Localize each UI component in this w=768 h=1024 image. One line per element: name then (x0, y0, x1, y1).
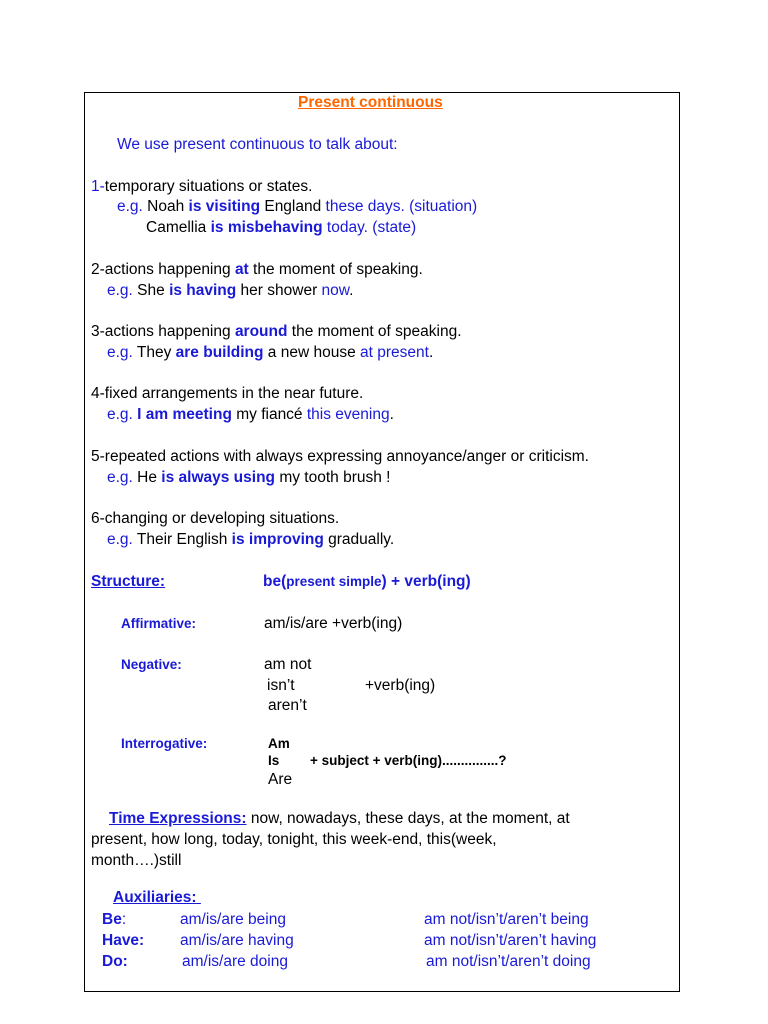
use-4-example (107, 405, 394, 425)
aux-have-negative: am not/isn’t/aren’t having (424, 932, 597, 949)
example-text: her shower (236, 282, 322, 299)
use-1 (91, 177, 312, 197)
formula-note: present simple (286, 574, 382, 589)
use-text: fixed arrangements in the near future. (104, 385, 364, 402)
example-text: England (260, 198, 326, 215)
use-number: 6- (91, 510, 105, 527)
aux-row-do: Do: (102, 953, 128, 970)
example-text: Noah (147, 198, 189, 215)
affirmative-value: am/is/are +verb(ing) (264, 615, 403, 632)
time-expressions-heading: Time Expressions: (109, 810, 247, 827)
eg-label: e.g. (107, 282, 133, 299)
eg-label: e.g. (107, 344, 133, 361)
example-text: a new house (263, 344, 361, 361)
time-expressions-line-1 (109, 809, 570, 829)
example-text: . (428, 344, 434, 361)
example-verb: are building (175, 344, 264, 361)
aux-row-be (102, 910, 126, 930)
example-text: She (132, 282, 170, 299)
eg-label: e.g. (107, 406, 133, 423)
use-2-example (107, 281, 353, 301)
use-1-example-2 (146, 218, 416, 238)
interrogative-line-1: Am (268, 736, 290, 751)
use-1-example-1 (117, 197, 477, 217)
use-number: 4- (91, 385, 105, 402)
eg-label: e.g. (107, 469, 133, 486)
use-text: temporary situations or states. (104, 178, 313, 195)
example-text: Their English (132, 531, 232, 548)
interrogative-line-3: Are (268, 771, 293, 788)
example-text: He (132, 469, 162, 486)
time-expressions-line-2: present, how long, today, tonight, this week-end, this(week, (91, 831, 497, 848)
eg-label: e.g. (107, 531, 133, 548)
use-text: actions happening (104, 261, 235, 278)
use-2 (91, 260, 423, 280)
example-verb: is having (169, 282, 237, 299)
example-text: my fiancé (231, 406, 307, 423)
auxiliaries-heading (113, 888, 231, 908)
time-expressions-text: now, nowadays, these days, at the moment, at (246, 810, 570, 827)
example-time: now (321, 282, 350, 299)
example-verb: is improving (231, 531, 324, 548)
use-number: 2- (91, 261, 105, 278)
example-text: my tooth brush ! (275, 469, 391, 486)
structure-heading: Structure: (91, 573, 166, 590)
aux-be-positive: am/is/are being (180, 911, 286, 928)
example-time: at present (360, 344, 429, 361)
example-time: today. (state) (322, 219, 417, 236)
example-time: these days. (situation) (325, 198, 478, 215)
structure-formula (263, 572, 471, 592)
use-text: changing or developing situations. (104, 510, 340, 527)
use-text: actions happening (104, 323, 235, 340)
aux-sep: : (121, 911, 127, 928)
use-keyword: at (234, 261, 249, 278)
use-4 (91, 384, 363, 404)
example-verb: I am meeting (137, 406, 232, 423)
negative-verb: +verb(ing) (365, 677, 436, 694)
aux-have-positive: am/is/are having (180, 932, 294, 949)
example-verb: is always using (161, 469, 276, 486)
use-3 (91, 322, 462, 342)
use-5 (91, 447, 589, 467)
example-text: Camellia (146, 219, 211, 236)
time-expressions-line-3: month….)still (91, 852, 182, 869)
aux-do-negative: am not/isn’t/aren’t doing (426, 953, 591, 970)
intro-text: We use present continuous to talk about: (117, 136, 398, 153)
use-text: the moment of speaking. (248, 261, 423, 278)
use-keyword: around (234, 323, 288, 340)
page-title: Present continuous (298, 94, 443, 111)
aux-row-have: Have: (102, 932, 145, 949)
auxiliaries-underline (197, 888, 231, 908)
formula-part: be( (263, 573, 287, 590)
example-text: . (389, 406, 394, 423)
negative-line-1: am not (264, 656, 312, 673)
example-verb: is misbehaving (210, 219, 323, 236)
affirmative-label: Affirmative: (121, 616, 197, 631)
example-text: . (349, 282, 354, 299)
negative-line-2: isn’t (267, 677, 295, 694)
aux-do-positive: am/is/are doing (182, 953, 288, 970)
use-3-example (107, 343, 433, 363)
use-6-example (107, 530, 394, 550)
interrogative-label: Interrogative: (121, 736, 208, 751)
use-number: 5- (91, 448, 105, 465)
use-number: 3- (91, 323, 105, 340)
interrogative-line-2: Is (268, 753, 280, 768)
formula-part: ) + verb(ing) (381, 573, 471, 590)
use-text: the moment of speaking. (287, 323, 462, 340)
negative-label: Negative: (121, 657, 182, 672)
example-verb: is visiting (188, 198, 261, 215)
negative-line-3: aren’t (268, 697, 307, 714)
use-text: repeated actions with always expressing annoyance/anger or criticism. (104, 448, 589, 465)
use-number: 1- (91, 178, 105, 195)
aux-be-negative: am not/isn’t/aren’t being (424, 911, 589, 928)
auxiliaries-label: Auxiliaries: (113, 889, 197, 906)
interrogative-formula: + subject + verb(ing)...............? (310, 753, 507, 768)
eg-label: e.g. (117, 198, 143, 215)
example-text: They (132, 344, 176, 361)
example-text: gradually. (323, 531, 395, 548)
aux-name: Be (102, 911, 122, 928)
example-time: this evening (306, 406, 390, 423)
use-5-example (107, 468, 390, 488)
use-6 (91, 509, 339, 529)
